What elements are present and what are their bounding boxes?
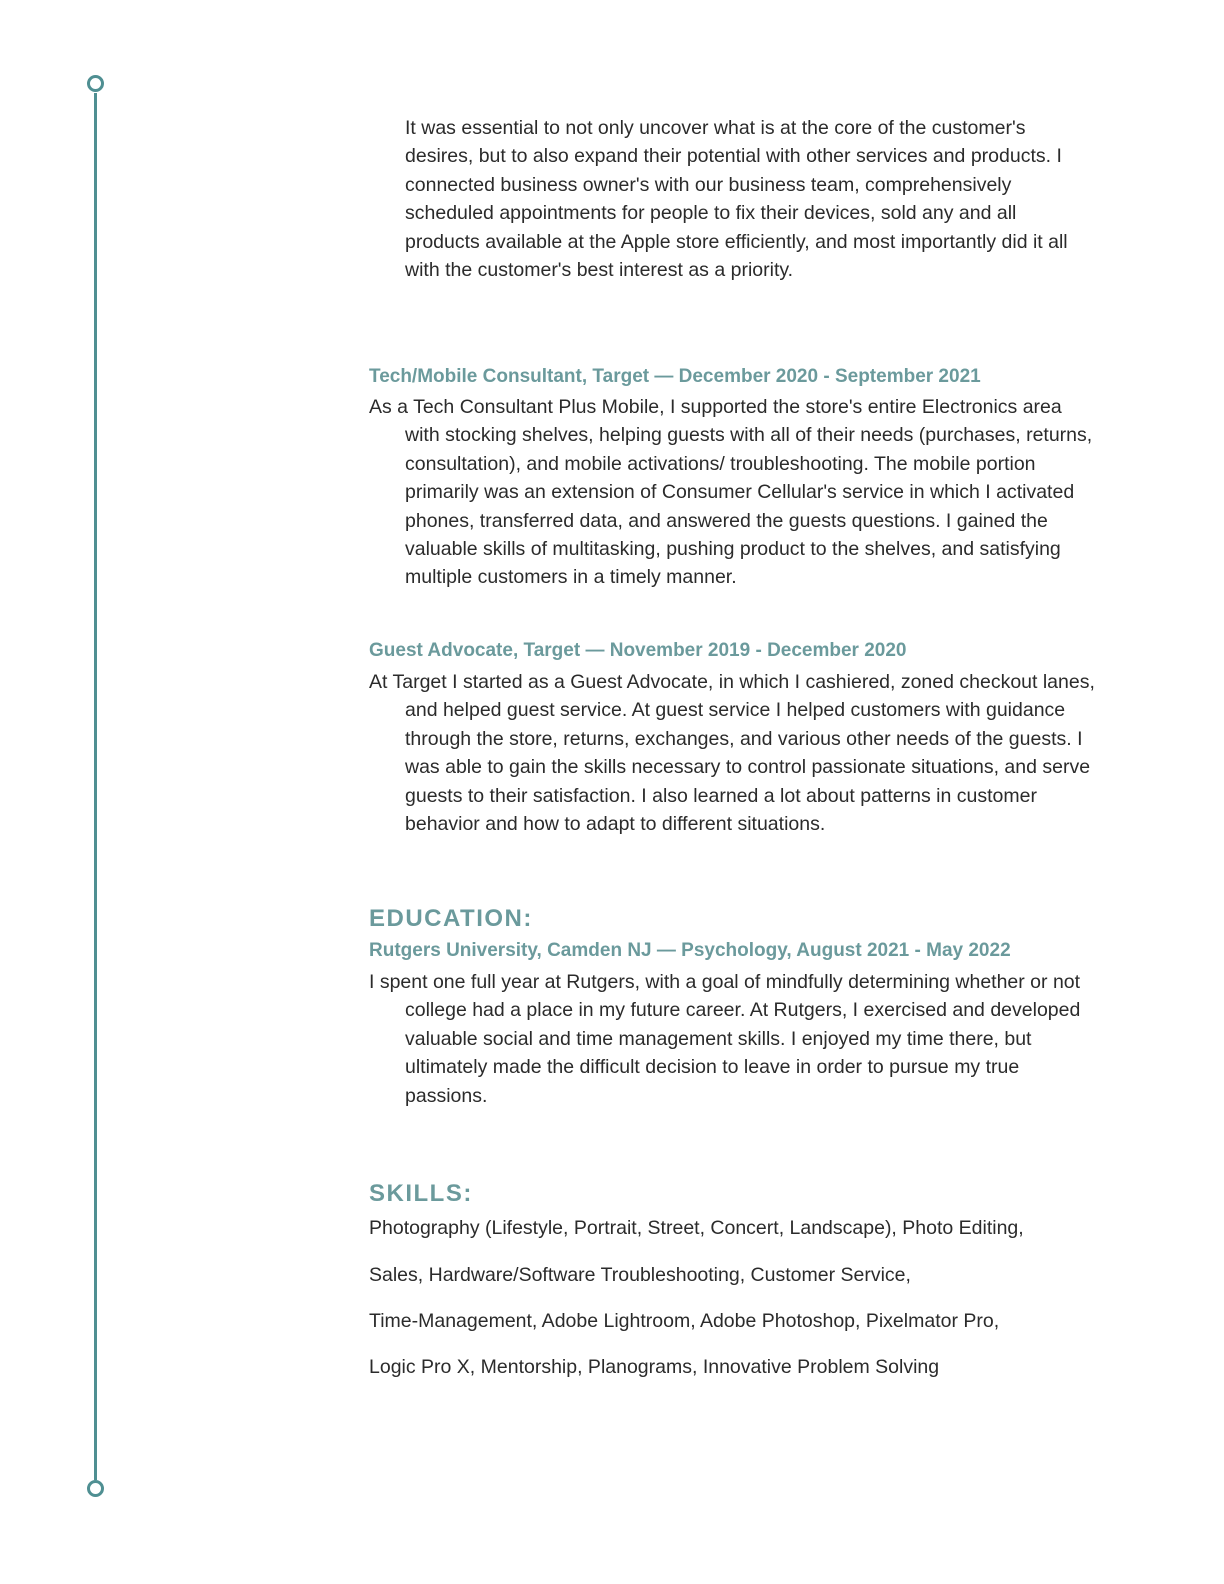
timeline-rail [94,93,97,1480]
skills-line: Photography (Lifestyle, Portrait, Street, Concert, Landscape), Photo Editing, [369,1217,1024,1239]
skills-line: Time-Management, Adobe Lightroom, Adobe Photoshop, Pixelmator Pro, [369,1310,1000,1332]
skills-section [369,1179,1099,1209]
job-description: As a Tech Consultant Plus Mobile, I supported the store's entire Electronics area with stocking shelves, helping guests with all of their needs (purchases, returns, consultation), and mobile activations/ troubleshooting. The mobile portion primarily was an extension of Consumer Cellular's service in which I activated phones, transferred data, and answered the guests questions. I gained the valuable skills of multitasking, pushing product to the shelves, and satisfying multiple customers in a timely manner. [369,396,1093,589]
education-description: I spent one full year at Rutgers, with a goal of mindfully determining whether or not college had a place in my future career. At Rutgers, I exercised and developed valuable social and time management skills. I enjoyed my time there, but ultimately made the difficult decision to leave in order to pursue my true passions. [369,971,1081,1107]
job-entry [369,637,1099,838]
intro-paragraph: It was essential to not only uncover what is at the core of the customer's desires, but to also expand their potential with other services and products. I connected business owner's with our business team, comprehensively scheduled appointments for people to fix their devices, sold any and all products available at the Apple store efficiently, and most importantly did it all with the customer's best interest as a priority. [405,117,1068,282]
skills-line: Sales, Hardware/Software Troubleshooting, Customer Service, [369,1264,911,1286]
skills-heading: SKILLS: [369,1180,473,1207]
education-section [369,904,1099,1110]
job-description: At Target I started as a Guest Advocate, in which I cashiered, zoned checkout lanes, and helped guest service. At guest service I helped customers with guidance through the store, returns, exchanges, and various other needs of the guests. I was able to gain the skills necessary to control passionate situations, and serve guests to their satisfaction. I also learned a lot about patterns in customer behavior and how to adapt to different situations. [369,671,1095,836]
job-entry [369,363,1099,592]
timeline-end-dot [87,1480,104,1497]
job-title: Guest Advocate, Target — November 2019 - December 2020 [369,640,907,661]
job-title: Tech/Mobile Consultant, Target — December 2020 - September 2021 [369,366,981,387]
skills-line: Logic Pro X, Mentorship, Planograms, Innovative Problem Solving [369,1356,940,1378]
education-title: Rutgers University, Camden NJ — Psychology, August 2021 - May 2022 [369,940,1011,961]
timeline-start-dot [87,75,104,92]
education-heading: EDUCATION: [369,905,533,932]
